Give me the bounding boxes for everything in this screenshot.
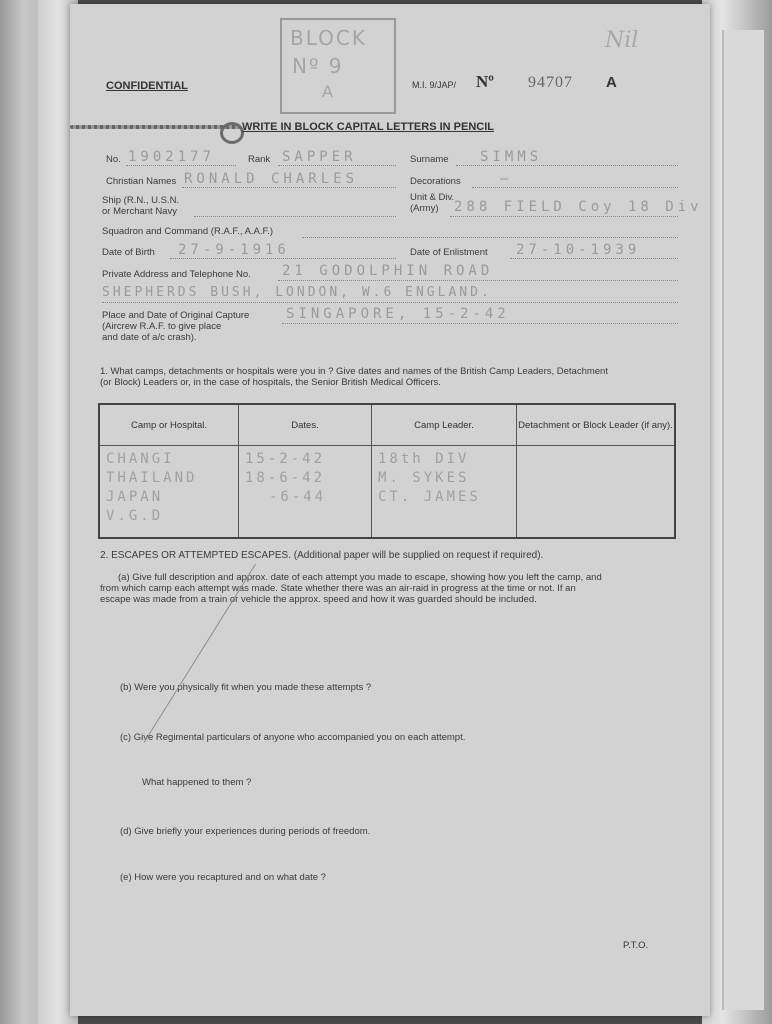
capture-line [282,323,678,324]
decorations-line [472,187,678,188]
decorations-label: Decorations [410,176,461,187]
pto-label: P.T.O. [623,940,649,951]
surname-line [456,165,678,166]
christian-names-value: RONALD CHARLES [184,171,359,187]
squadron-label: Squadron and Command (R.A.F., A.A.F.) [102,226,274,237]
block-stamp [280,18,396,114]
block-capitals-instruction: WRITE IN BLOCK CAPITAL LETTERS IN PENCIL [242,121,494,133]
question-2c-followup: What happened to them ? [142,777,252,788]
camp-entry: V.G.D [106,508,164,524]
capture-label-1: Place and Date of Original Capture [102,310,250,321]
question-1-line-1: 1. What camps, detachments or hospitals were you in ? Give dates and names of the British Camp Leaders, Detachment [100,366,608,377]
stamp-line-1: BLOCK [290,26,367,50]
date-entry: -6-44 [269,489,327,505]
capture-value: SINGAPORE, 15-2-42 [286,306,510,322]
unit-label-2: (Army) [410,203,439,214]
christian-names-label: Christian Names [106,176,177,187]
rank-label: Rank [248,154,271,165]
date-of-enlistment-value: 27-10-1939 [516,242,641,258]
date-entry: 18-6-42 [245,470,326,486]
decorations-value: — [500,171,513,187]
stamp-line-2: Nº 9 [292,54,344,78]
col-dates: Dates. [239,404,372,446]
rank-line [278,165,396,166]
question-2a-line-1: (a) Give full description and approx. date of each attempt you made to escape, showing how you left the camp, and [118,572,602,583]
camps-table [98,403,676,539]
stamp-line-3: A [322,82,335,101]
no-line [126,165,236,166]
nil-annotation: Nil [605,28,639,53]
address-value-2: SHEPHERDS BUSH, LONDON, W.6 ENGLAND. [102,285,492,300]
string-knot [220,122,244,144]
question-2-title: 2. ESCAPES OR ATTEMPTED ESCAPES. (Additional paper will be supplied on request if required). [100,550,544,561]
camp-entry: THAILAND [106,470,198,486]
squadron-line [302,237,678,238]
leader-entry: M. SYKES [378,470,470,486]
col-detachment-leader: Detachment or Block Leader (if any). [517,404,676,446]
question-2d: (d) Give briefly your experiences during periods of freedom. [120,826,371,837]
date-of-birth-label: Date of Birth [102,247,155,258]
unit-value: 288 FIELD Coy 18 Div [454,199,703,215]
questionnaire-page [70,4,710,1016]
ship-label-2: or Merchant Navy [102,206,177,217]
tie-string [70,125,240,129]
question-2b: (b) Were you physically fit when you made these attempts ? [120,682,372,693]
col-camp-or-hospital: Camp or Hospital. [99,404,239,446]
question-2e: (e) How were you recaptured and on what date ? [120,872,326,883]
table-row [99,446,675,539]
date-of-enlistment-label: Date of Enlistment [410,247,488,258]
christian-names-line [182,187,396,188]
surname-label: Surname [410,154,449,165]
camps-table-header [99,404,675,446]
leader-entry: CT. JAMES [378,489,481,505]
serial-suffix: A [606,74,617,91]
unit-line [450,216,678,217]
underlying-pages [722,30,764,1010]
capture-label-3: and date of a/c crash). [102,332,197,343]
unit-label-1: Unit & Div. [410,192,455,203]
question-2c: (c) Give Regimental particulars of anyone who accompanied you on each attempt. [120,732,466,743]
ship-line [194,216,396,217]
leaders-cell [372,446,517,539]
camps-cell [99,446,239,539]
address-value-1: 21 GODOLPHIN ROAD [282,263,494,279]
camp-entry: CHANGI [106,451,175,467]
confidential-label: CONFIDENTIAL [106,80,188,92]
dates-cell [239,446,372,539]
ship-label-1: Ship (R.N., U.S.N. [102,195,180,206]
date-of-birth-value: 27-9-1916 [178,242,290,258]
dob-line [170,258,396,259]
question-2a-line-2: from which camp each attempt was made. State whether there was an air-raid in progress at the time or not. If an [100,583,576,594]
col-camp-leader: Camp Leader. [372,404,517,446]
capture-label-2: (Aircrew R.A.F. to give place [102,321,222,332]
address-line-1 [278,280,678,281]
leader-entry: 18th DIV [378,451,470,467]
address-label: Private Address and Telephone No. [102,269,251,280]
no-label: No. [106,154,121,165]
date-entry: 15-2-42 [245,451,326,467]
number-label: Nº [476,72,494,91]
camp-entry: JAPAN [106,489,164,505]
surname-value: SIMMS [480,149,543,165]
form-reference: M.I. 9/JAP/ [412,80,457,90]
question-2a-line-3: escape was made from a train or vehicle the approx. speed and how it was guarded should be included. [100,594,537,605]
address-line-2 [102,302,678,303]
rank-value: SAPPER [282,149,357,165]
service-number-value: 1902177 [128,149,216,165]
question-1-line-2: (or Block) Leaders or, in the case of hospitals, the Senior British Medical Officers. [100,377,441,388]
serial-number: 94707 [528,74,573,91]
detachment-cell [517,446,676,539]
enlistment-line [510,258,678,259]
